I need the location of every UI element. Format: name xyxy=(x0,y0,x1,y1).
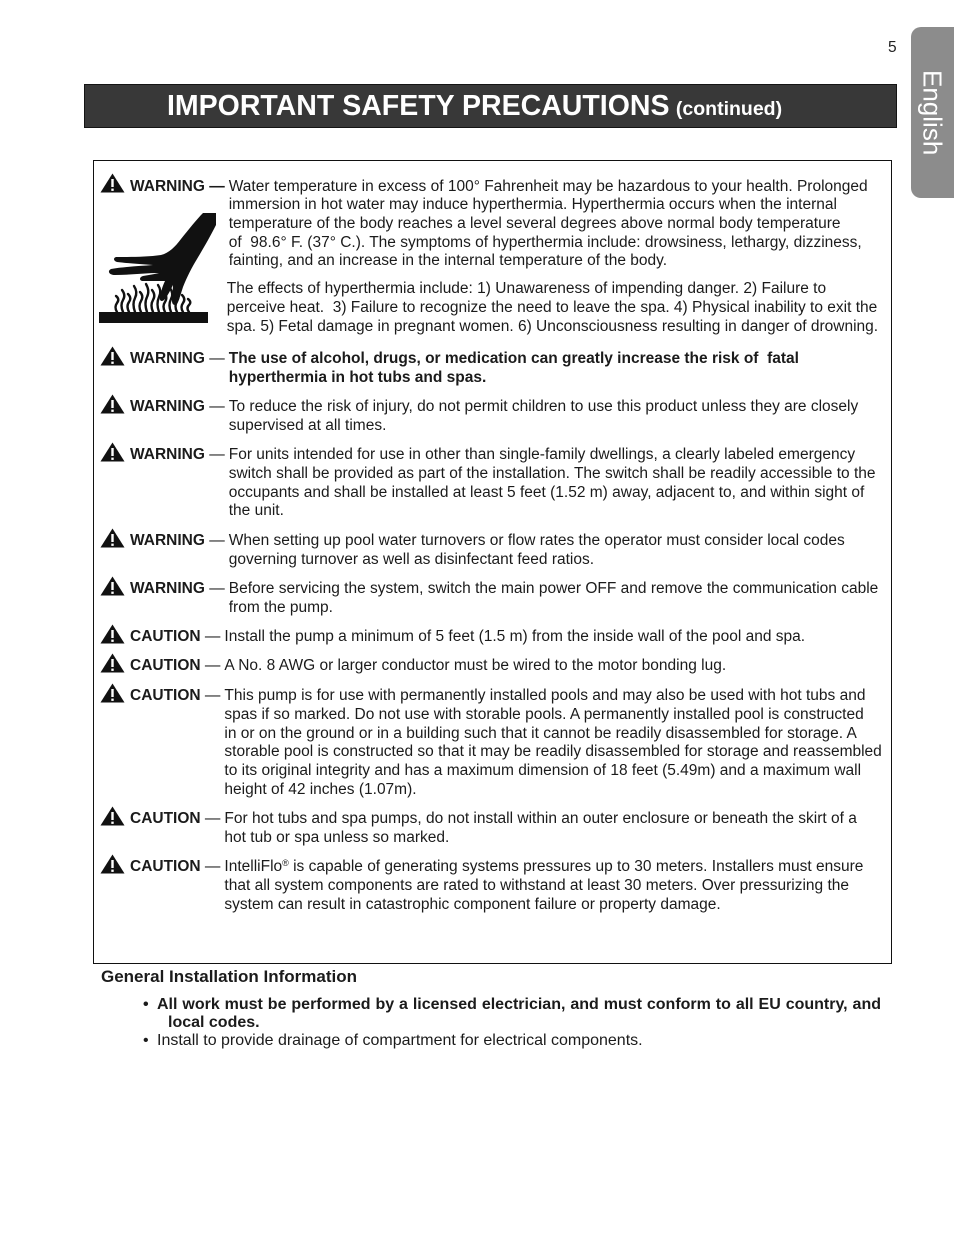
text-line: the unit. xyxy=(228,502,284,520)
text-line: hot tub or spa unless so marked. xyxy=(224,828,450,846)
page-number: 5 xyxy=(888,39,897,56)
text-line: hyperthermia in hot tubs and spas. xyxy=(228,369,487,387)
text-line xyxy=(224,858,891,877)
precaution-dash: — xyxy=(209,398,225,416)
precaution-heading xyxy=(94,628,220,647)
warning-triangle-icon xyxy=(100,528,125,548)
precaution-item xyxy=(94,350,891,387)
warning-triangle-icon xyxy=(100,346,125,366)
text-line: supervised at all times. xyxy=(228,417,387,435)
bullet-list xyxy=(101,996,901,1050)
text-line: spas if so marked. Do not use with storable pools. A permanently installed pool is constructed xyxy=(224,705,864,723)
general-installation-section xyxy=(101,968,901,1050)
warning-triangle-icon xyxy=(100,442,125,462)
text-line: temperature of the body reaches a level several degrees above normal body temperature xyxy=(228,214,841,232)
page-subtitle: (continued) xyxy=(675,98,783,120)
text-line: For units intended for use in other than single-family dwellings, a clearly labeled emergency xyxy=(228,446,856,464)
text-line: To reduce the risk of injury, do not permit children to use this product unless they are closely xyxy=(228,398,859,416)
text-line: Water temperature in excess of 100° Fahrenheit may be hazardous to your health. Prolonged xyxy=(228,177,868,195)
text-line: Before servicing the system, switch the main power OFF and remove the communication cable xyxy=(228,580,879,598)
hyperthermia-hazard-icon xyxy=(99,213,217,324)
precaution-item xyxy=(94,580,891,617)
precaution-heading xyxy=(94,446,225,465)
section-header-bar xyxy=(84,84,897,128)
precaution-label: WARNING xyxy=(130,532,205,550)
warning-triangle-icon xyxy=(100,806,125,826)
warning-triangle-icon xyxy=(100,854,125,874)
precaution-heading xyxy=(94,178,225,197)
text-line: governing turnover as well as disinfectant feed ratios. xyxy=(228,551,595,569)
text-line: storable pool is constructed so that it may be readily disassembled for storage and reassembled xyxy=(224,743,882,761)
precaution-label: WARNING xyxy=(130,580,205,598)
text-line: to its original integrity and has a maximum dimension of 18 feet (5.49m) and a maximum wall xyxy=(224,762,862,780)
precaution-text xyxy=(229,350,891,387)
precaution-item xyxy=(94,657,891,676)
text-line: Install to provide drainage of compartment for electrical components. xyxy=(157,1031,643,1049)
text-line: switch shall be provided as part of the installation. The switch shall be readily accessible to the xyxy=(228,465,876,483)
text-line: When setting up pool water turnovers or flow rates the operator must consider local codes xyxy=(228,532,845,550)
text-line: Install the pump a minimum of 5 feet (1.5 m) from the inside wall of the pool and spa. xyxy=(224,628,806,646)
list-item-text xyxy=(157,1032,643,1050)
precaution-dash: — xyxy=(209,532,225,550)
text-line: height of 42 inches (1.07m). xyxy=(224,780,417,798)
precaution-text xyxy=(229,446,891,521)
warning-triangle-icon xyxy=(100,173,125,193)
precaution-heading xyxy=(94,398,225,417)
precaution-text xyxy=(224,657,891,676)
precaution-label: WARNING xyxy=(130,398,205,416)
precaution-dash: — xyxy=(204,687,221,705)
precaution-label: WARNING xyxy=(130,177,205,195)
text-line: local codes. xyxy=(168,1013,260,1031)
text-line: occupants and shall be installed at least 5 feet (1.52 m) away, adjacent to, and within sight of xyxy=(228,483,865,501)
precaution-label: CAUTION xyxy=(130,858,201,876)
warning-triangle-icon xyxy=(100,624,125,644)
precaution-label: CAUTION xyxy=(130,657,201,675)
precaution-heading xyxy=(94,687,220,706)
page-title: IMPORTANT SAFETY PRECAUTIONS xyxy=(167,90,670,122)
precaution-dash: — xyxy=(209,446,225,464)
text-line: This pump is for use with permanently installed pools and may also be used with hot tubs and xyxy=(224,687,866,705)
registered-mark: ® xyxy=(282,858,289,869)
precaution-text xyxy=(229,532,891,569)
precaution-item xyxy=(94,398,891,435)
text-segment: is capable of generating systems pressures up to 30 meters. Installers must ensure xyxy=(288,858,864,876)
precaution-label: CAUTION xyxy=(130,628,201,646)
text-line: A No. 8 AWG or larger conductor must be wired to the motor bonding lug. xyxy=(224,657,727,675)
product-name: IntelliFlo xyxy=(224,858,283,876)
text-line: All work must be performed by a licensed electrician, and must conform to all EU country, and xyxy=(157,995,881,1013)
precaution-item xyxy=(94,178,891,337)
precaution-text xyxy=(224,687,891,799)
precaution-dash: — xyxy=(204,858,221,876)
list-item-text xyxy=(157,996,881,1032)
precaution-text xyxy=(224,628,891,647)
list-item xyxy=(101,996,901,1032)
text-line: that all system components are rated to withstand at least 30 meters. Over pressurizing the xyxy=(224,876,850,894)
warning-triangle-icon xyxy=(100,683,125,703)
bullet-marker: • xyxy=(143,995,149,1013)
warning-triangle-icon xyxy=(100,576,125,596)
precaution-text xyxy=(229,398,891,435)
precaution-text xyxy=(229,580,891,617)
precaution-text xyxy=(226,177,891,337)
precaution-dash: — xyxy=(204,810,221,828)
language-tab-label: English xyxy=(917,69,948,156)
bullet-marker: • xyxy=(143,1031,149,1049)
precaution-dash: — xyxy=(204,628,221,646)
precaution-heading xyxy=(94,350,225,369)
precaution-text xyxy=(224,858,891,914)
precaution-dash: — xyxy=(204,657,221,675)
precaution-label: CAUTION xyxy=(130,810,201,828)
precaution-text xyxy=(224,810,891,847)
precaution-item xyxy=(94,687,891,799)
precaution-heading xyxy=(94,810,220,829)
text-line: system can result in catastrophic component failure or property damage. xyxy=(224,895,721,913)
text-line: of 98.6° F. (37° C.). The symptoms of hyperthermia include: drowsiness, lethargy, dizziness, xyxy=(228,233,862,251)
precaution-label: WARNING xyxy=(130,446,205,464)
precaution-item xyxy=(94,810,891,847)
precaution-label: CAUTION xyxy=(130,687,201,705)
precaution-label: WARNING xyxy=(130,350,205,368)
list-item xyxy=(101,1032,901,1050)
precaution-heading xyxy=(94,657,220,676)
text-line: For hot tubs and spa pumps, do not install within an outer enclosure or beneath the skirt of a xyxy=(224,810,857,828)
precaution-heading xyxy=(94,532,225,551)
precaution-heading xyxy=(94,858,220,877)
text-line: The use of alcohol, drugs, or medication can greatly increase the risk of fatal xyxy=(228,350,799,368)
text-line: immersion in hot water may induce hyperthermia. Hyperthermia occurs when the internal xyxy=(228,196,837,214)
precaution-dash: — xyxy=(209,177,225,195)
text-line: spa. 5) Fetal damage in pregnant women. 6) Unconsciousness resulting in danger of drowning. xyxy=(226,317,879,335)
warning-triangle-icon xyxy=(100,653,125,673)
precaution-paragraph xyxy=(227,280,891,336)
text-line: fainting, and an increase in the internal temperature of the body. xyxy=(228,252,668,270)
text-line: perceive heat. 3) Failure to recognize the need to leave the spa. 4) Physical inability to exit the xyxy=(226,298,878,316)
text-line: from the pump. xyxy=(228,599,333,616)
precaution-item xyxy=(94,858,891,914)
section-heading: General Installation Information xyxy=(101,966,357,986)
precaution-heading xyxy=(94,580,225,599)
precaution-item xyxy=(94,532,891,569)
warning-triangle-icon xyxy=(100,394,125,414)
safety-precautions-box xyxy=(93,160,892,964)
text-line: The effects of hyperthermia include: 1) Unawareness of impending danger. 2) Failure to xyxy=(226,280,827,298)
precaution-paragraph xyxy=(229,178,891,271)
precaution-item xyxy=(94,446,891,521)
precaution-dash: — xyxy=(209,580,225,598)
precaution-dash: — xyxy=(209,350,225,368)
precaution-item xyxy=(94,628,891,647)
text-line: in or on the ground or in a building such that it cannot be readily disassembled for storage. A xyxy=(224,724,857,742)
language-tab xyxy=(911,27,954,198)
